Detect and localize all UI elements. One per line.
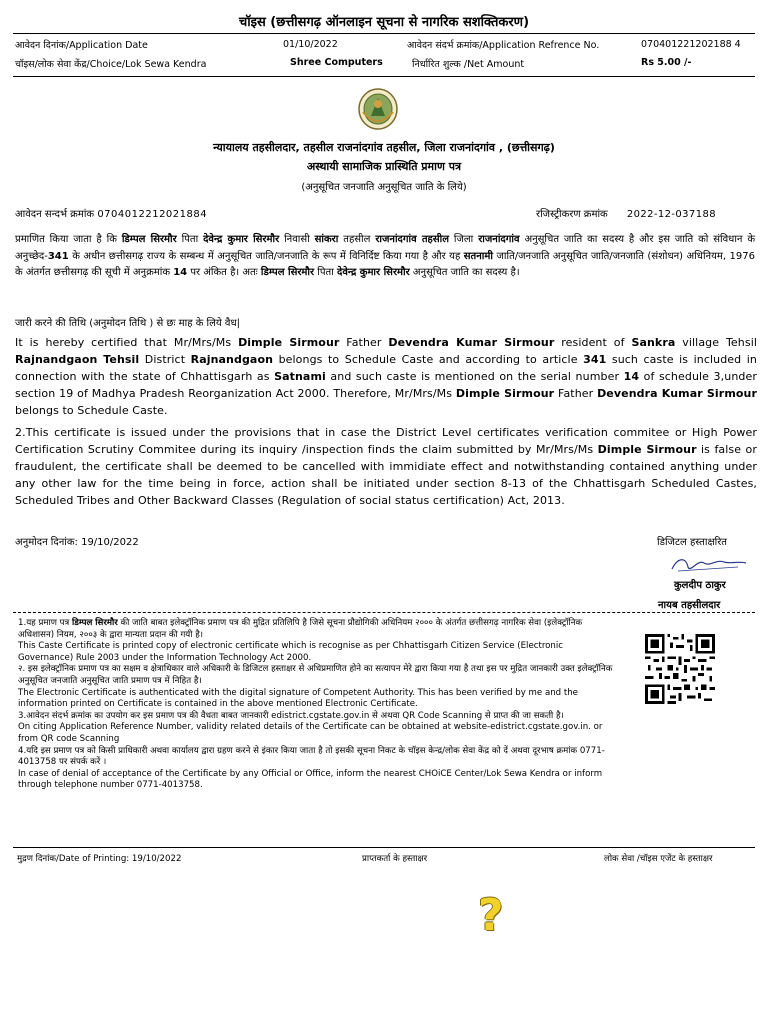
approval-date: अनुमोदन दिनांक: 19/10/2022 [15,537,139,548]
note-1-english: This Caste Certificate is printed copy of electronic certificate which is recognise as per Chhattisgarh Citizen Service (Electronic Governance) Rule 2003 under the Information Technology Act 2000. [18,641,563,663]
application-ref-label: आवेदन संदर्भ क्रमांक/Application Refrence No. [407,40,600,51]
note-3-hindi: 3.आवेदन संदर्भ क्रमांक का उपयोग कर इस प्रमाण पत्र की वैधता बाबत जानकारी edistrict.cgstate.gov.in से अथवा QR Code Scanning से प्राप्त की जा सकती है। [18,710,564,721]
divider [13,76,755,77]
note-3-english: On citing Application Reference Number, validity related details of the Certificate can be obtained at website-edistrict.cgstate.gov.in. or from QR code Scanning [18,722,603,744]
notes-section [18,618,618,792]
officer-designation: नायब तहसीलदार [658,600,721,611]
cancellation-clause: 2.This certificate is issued under the provisions that in case the District Level certificates verification commitee or High Power Certification Scrutiny Commitee during its inquiry /inspection finds the claim submitted by Mr/Mrs/Ms Dimple Sirmour is false or fraudulent, the certificate shall be deemed to be cancelled with immidiate effect and notwithstanding contained anything under any other law for the time being in force, action shall be initiated under section 8-13 of the Chhattisgarh Scheduled Castes, Scheduled Tribes and Other Backward Classes (Regulation of social status certification) Act, 2013. [15,426,757,507]
print-date: मुद्रण दिनांक/Date of Printing: 19/10/2022 [17,854,182,864]
note-2-hindi: २. इस इलेक्ट्रॉनिक प्रमाण पत्र का सक्षम व क्षेत्राधिकार वाले अधिकारी के डिजिटल हस्ताक्षर से अधिप्रमाणित होने का सत्यापन मेरे द्वारा किया गया है तथा इस पर मुद्रित जानकारी उक्त इलेक्ट्रॉनिक अनुसूचित जनजाति अनुसूचित जाति प्रमाण पत्र में निहित है। [18,664,613,686]
note-2-english: The Electronic Certificate is authenticated with the digital signature of Competent Authority. This has been verified by me and the information printed on Certificate is contained in the above mentioned Electronic Certificate. [18,687,578,710]
signature-scribble-icon [668,553,748,575]
digitally-signed-label: डिजिटल हस्ताक्षरित [657,537,727,548]
fee-label: निर्धारित शुल्क /Net Amount [412,59,525,70]
note-1-hindi: 1.यह प्रमाण पत्र डिम्पल सिरमौर की जाति बाबत इलेक्ट्रॉनिक प्रमाण पत्र की मुद्रित प्रतिलिपि है जिसे सूचना प्रौद्योगिकी अधिनियम २००० के अंतर्गत छत्तीसगढ़ नागरिक सेवा (इलेक्ट्रॉनिक अधिशासन) नियम, २००३ के द्वारा मान्यता प्रदान की गयी है। [18,618,583,640]
agent-signature-label: लोक सेवा /चॉइस एजेंट के हस्ताक्षर [604,854,713,864]
question-mark-overlay: ? [478,890,504,941]
divider [13,847,755,848]
application-date-label: आवेदन दिनांक/Application Date [15,40,148,51]
page-title: चॉइस (छत्तीसगढ़ ऑनलाइन सूचना से नागरिक सशक्तिकरण) [238,15,530,30]
english-certification-text: It is hereby certified that Mr/Mrs/Ms Dimple Sirmour Father Devendra Kumar Sirmour resident of Sankra village Tehsil Rajnandgaon Tehsil District Rajnandgaon belongs to Schedule Caste and according to article 341 such caste is included in connection with the state of Chhattisgarh as Satnami and such caste is mentioned on the serial number 14 of schedule 3,under section 19 of Madhya Pradesh Reorganization Act 2000. Therefore, Mr/Mrs/Ms Dimple Sirmour Father Devendra Kumar Sirmour belongs to Schedule Caste. [15,336,758,417]
officer-name: कुलदीप ठाकुर [674,580,726,591]
note-4-hindi: 4.यदि इस प्रमाण पत्र को किसी प्राधिकारी अथवा कार्यालय द्वारा ग्रहण करने से इंकार किया जाता है तो इसकी सूचना निकट के चॉइस केन्द्र/लोक सेवा केंद्र को दें अथवा दूरभाष क्रमांक 0771-4013758 पर संपर्क करें । [18,745,605,768]
certificate-title: अस्थायी सामाजिक प्रास्थिति प्रमाण पत्र [306,160,462,173]
state-emblem-icon [357,86,399,132]
reference-number: आवेदन सन्दर्भ क्रमांक 0704012212021884 [15,209,208,220]
qr-code-icon [645,634,715,704]
hindi-certification-text: प्रमाणित किया जाता है कि डिम्पल सिरमौर पिता देवेन्द्र कुमार सिरमौर निवासी सांकरा तहसील राजनांदगांव तहसील जिला राजनांदगांव अनुसूचित जाति का सदस्य है और इस जाति को संविधान के अनुच्छेद-341 के अधीन छत्तीसगढ़ राज्य के सम्बन्ध में अनुसूचित जाति/जनजाति के रूप में विनिर्दिष्ट किया गया है और यह सतनामी जाति/जनजाति अनुसूचित जाति/जनजाति (संशोधन) अधिनियम, 1976 के अंतर्गत छत्तीसगढ़ की सूची में अनुक्रमांक 14 पर अंकित है। अतः डिम्पल सिरमौर पिता देवेन्द्र कुमार सिरमौर अनुसूचित जाति का सदस्य है। [15,234,756,278]
validity-text: जारी करने की तिथि (अनुमोदन तिथि ) से छः माह के लिये वैध| [15,318,240,329]
application-date-value: 01/10/2022 [283,39,338,50]
applicant-signature-label: प्राप्तकर्ता के हस्ताक्षर [362,854,428,864]
center-value: Shree Computers [290,57,383,68]
center-label: चॉइस/लोक सेवा केंद्र/Choice/Lok Sewa Kendra [15,59,207,70]
court-name: न्यायालय तहसीलदार, तहसील राजनांदगांव तहसील, जिला राजनांदगांव , (छत्तीसगढ़) [213,141,555,154]
dashed-divider [13,612,755,613]
registration-number: रजिस्ट्रीकरण क्रमांक 2022-12-037188 [536,209,716,220]
certificate-subtitle: (अनुसूचित जनजाति अनुसूचित जाति के लिये) [301,182,467,193]
fee-value: Rs 5.00 /- [641,57,692,68]
note-4-english: In case of denial of acceptance of the Certificate by any Official or Office, inform the nearest CHOiCE Center/Lok Sewa Kendra or inform through telephone number 0771-4013758. [18,768,603,791]
application-ref-value: 070401221202188 4 [641,39,741,50]
divider [13,33,755,34]
